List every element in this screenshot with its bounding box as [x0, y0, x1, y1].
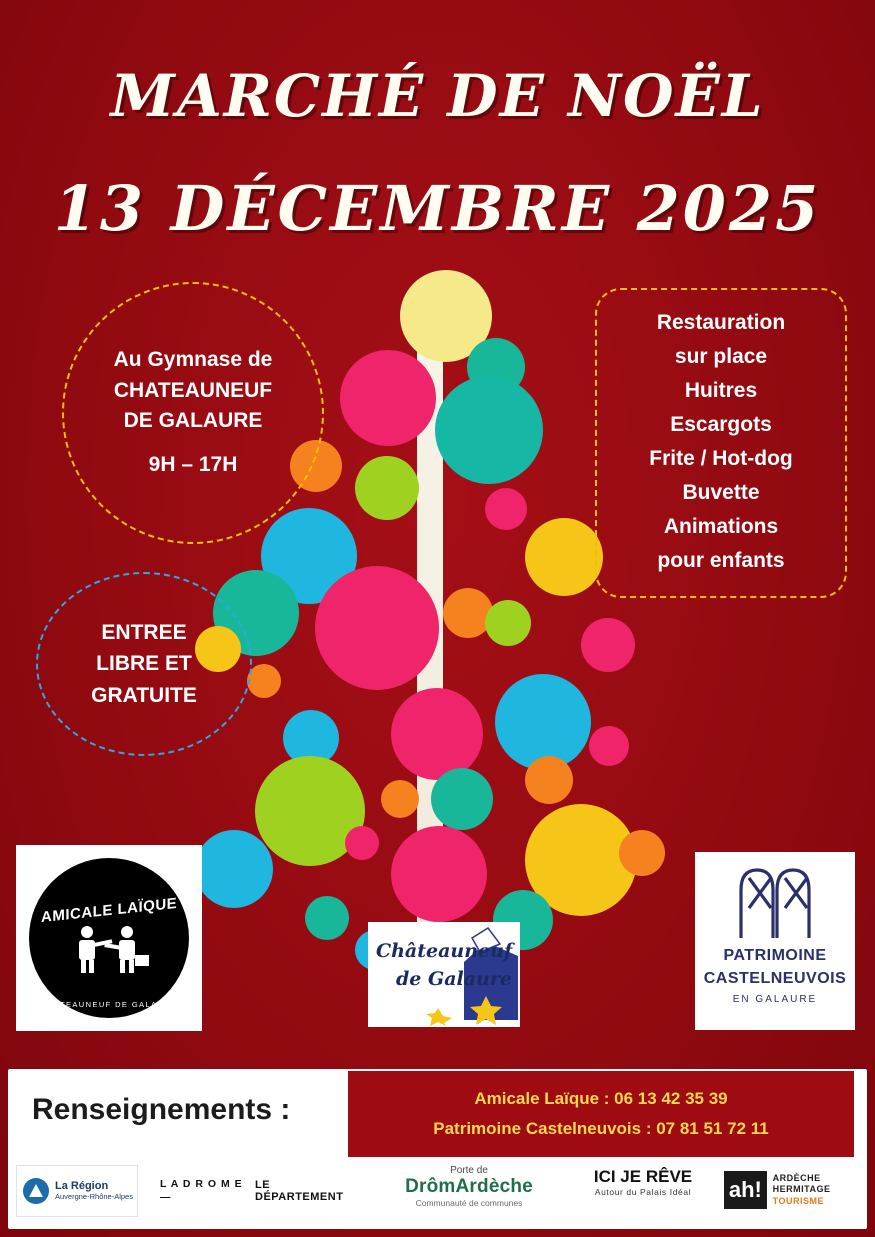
tree-dot — [391, 688, 483, 780]
location-line-2: CHATEAUNEUF — [113, 378, 273, 402]
tree-dot — [485, 600, 531, 646]
chateauneuf-line-2: de Galaure — [396, 968, 512, 990]
ah-name: ah! — [724, 1171, 767, 1209]
entry-line-2: LIBRE ET — [96, 652, 192, 676]
porte-tiny: Communauté de communes — [415, 1198, 523, 1208]
region-name: La Région — [55, 1180, 109, 1193]
service-item: Escargots — [670, 413, 772, 437]
tree-dot — [195, 830, 273, 908]
patrimoine-mark — [695, 852, 855, 1030]
tree-dot — [247, 664, 281, 698]
partner-la-region — [16, 1165, 138, 1217]
region-mark-icon — [23, 1178, 49, 1204]
tree-dot — [345, 826, 379, 860]
logo-chateauneuf-de-galaure — [368, 922, 520, 1027]
page-title: MARCHÉ DE NOËL — [110, 62, 765, 130]
location-line-3: DE GALAURE — [123, 409, 263, 432]
porte-name: DrômArdèche — [405, 1176, 533, 1197]
reve-tiny: Autour du Palais Idéal — [594, 1187, 692, 1197]
drome-name: L A D R O M E — — [160, 1177, 243, 1203]
arches-icon — [727, 860, 823, 942]
patrimoine-sub: EN GALAURE — [732, 994, 818, 1006]
drome-sub: LE DÉPARTEMENT — [255, 1179, 344, 1203]
partner-ardeche-hermitage — [724, 1165, 862, 1215]
entry-line-3: GRATUITE — [91, 683, 197, 707]
service-item: pour enfants — [657, 549, 785, 573]
contact-amicale: Amicale Laïque : 06 13 42 35 39 — [474, 1089, 728, 1108]
location-bubble — [62, 282, 324, 544]
tree-dot — [305, 896, 349, 940]
tree-dot — [431, 768, 493, 830]
amicale-top-text: AMICALE LAÏQUE — [40, 894, 178, 926]
tree-dot — [340, 350, 436, 446]
amicale-badge — [29, 858, 189, 1018]
service-item: Restauration — [656, 311, 786, 334]
event-date: 13 DÉCEMBRE 2025 — [53, 172, 822, 245]
contact-patrimoine: Patrimoine Castelneuvois : 07 81 51 72 11 — [433, 1119, 769, 1138]
tree-dot — [619, 830, 665, 876]
tree-dot — [525, 518, 603, 596]
services-bubble — [595, 288, 847, 598]
partner-la-drome — [160, 1163, 350, 1219]
information-heading: Renseignements : — [32, 1093, 291, 1126]
service-item: Buvette — [682, 481, 760, 505]
region-sub: Auvergne-Rhône-Alpes — [55, 1192, 133, 1201]
reve-name: ICI JE RÊVE — [593, 1167, 693, 1186]
logo-patrimoine-castelneuvois — [695, 852, 855, 1030]
tree-dot — [391, 826, 487, 922]
tree-dot — [525, 756, 573, 804]
service-item: sur place — [674, 345, 768, 369]
partner-porte-de-dromardeche — [380, 1165, 558, 1219]
tree-dot — [581, 618, 635, 672]
tree-dot — [589, 726, 629, 766]
porte-small: Porte de — [450, 1165, 488, 1176]
service-item: Frite / Hot-dog — [649, 447, 793, 471]
tree-dot — [485, 488, 527, 530]
tree-dot — [381, 780, 419, 818]
partner-logos — [8, 1159, 867, 1225]
patrimoine-line-2: CASTELNEUVOIS — [703, 970, 847, 988]
entry-line-1: ENTREE — [101, 620, 187, 644]
chateauneuf-mark — [368, 922, 520, 1027]
tree-dot — [355, 456, 419, 520]
contact-box — [348, 1071, 854, 1157]
ah-sub: ARDÈCHE HERMITAGE — [772, 1173, 831, 1195]
ah-tiny: TOURISME — [772, 1195, 825, 1206]
two-people-icon — [61, 923, 157, 975]
event-hours: 9H – 17H — [148, 453, 238, 477]
tree-dot — [435, 376, 543, 484]
patrimoine-line-1: PATRIMOINE — [723, 947, 827, 964]
logo-amicale-laique — [16, 845, 202, 1031]
partner-ici-je-reve — [568, 1167, 718, 1215]
amicale-bottom-text: CHATEAUNEUF DE GALAURE — [40, 1000, 178, 1009]
tree-dot — [315, 566, 439, 690]
chateauneuf-line-1: Châteauneuf — [376, 940, 513, 962]
free-entry-bubble — [36, 572, 252, 756]
service-item: Animations — [663, 515, 779, 539]
service-item: Huitres — [684, 379, 758, 403]
location-line-1: Au Gymnase de — [113, 348, 273, 372]
information-band — [8, 1069, 867, 1229]
